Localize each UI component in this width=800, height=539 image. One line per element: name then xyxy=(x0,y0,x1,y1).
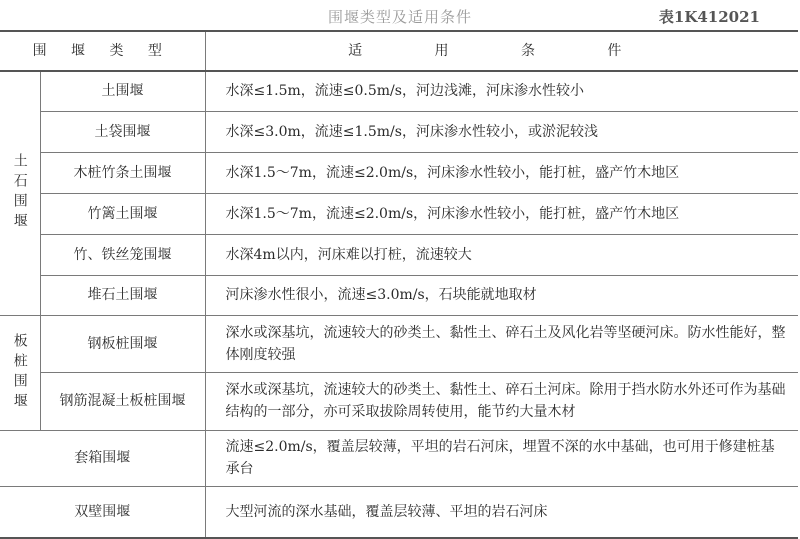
application-condition: 水深4m以内，河床难以打桩，流速较大 xyxy=(205,234,798,275)
application-condition: 流速≤2.0m/s，覆盖层较薄，平坦的岩石河床，埋置不深的水中基础，也可用于修建桩基承台 xyxy=(205,430,798,486)
table-row xyxy=(0,71,798,111)
application-condition: 水深≤1.5m，流速≤0.5m/s，河边浅滩，河床渗水性较小 xyxy=(205,71,798,111)
cofferdam-table xyxy=(0,30,798,539)
table-row xyxy=(0,152,798,193)
group-label-earth-rock: 土石围堰 xyxy=(0,71,40,315)
table-caption xyxy=(0,0,800,30)
table-row xyxy=(0,372,798,430)
header-condition: 适 用 条 件 xyxy=(205,31,798,71)
cofferdam-type: 竹、铁丝笼围堰 xyxy=(40,234,205,275)
cofferdam-type: 钢板桩围堰 xyxy=(40,315,205,372)
application-condition: 水深≤3.0m，流速≤1.5m/s，河床渗水性较小，或淤泥较浅 xyxy=(205,111,798,152)
cofferdam-type: 土围堰 xyxy=(40,71,205,111)
cofferdam-type: 土袋围堰 xyxy=(40,111,205,152)
table-row xyxy=(0,486,798,538)
table-row xyxy=(0,193,798,234)
table-row xyxy=(0,234,798,275)
table-row xyxy=(0,430,798,486)
cofferdam-type: 套箱围堰 xyxy=(0,430,205,486)
table-header-row xyxy=(0,31,798,71)
table-row xyxy=(0,111,798,152)
table-title: 围堰类型及适用条件 xyxy=(327,8,472,26)
application-condition: 大型河流的深水基础，覆盖层较薄、平坦的岩石河床 xyxy=(205,486,798,538)
application-condition: 深水或深基坑，流速较大的砂类土、黏性土、碎石土河床。除用于挡水防水外还可作为基础结构的一部分，亦可采取拔除周转使用，能节约大量木材 xyxy=(205,372,798,430)
table-number: 表1K412021 xyxy=(658,8,760,26)
application-condition: 河床渗水性很小，流速≤3.0m/s，石块能就地取材 xyxy=(205,275,798,315)
application-condition: 水深1.5～7m，流速≤2.0m/s，河床渗水性较小，能打桩，盛产竹木地区 xyxy=(205,152,798,193)
cofferdam-type: 双壁围堰 xyxy=(0,486,205,538)
header-type: 围 堰 类 型 xyxy=(0,31,205,71)
table-row xyxy=(0,315,798,372)
cofferdam-type: 木桩竹条土围堰 xyxy=(40,152,205,193)
application-condition: 深水或深基坑，流速较大的砂类土、黏性土、碎石土及风化岩等坚硬河床。防水性能好，整体刚度较强 xyxy=(205,315,798,372)
cofferdam-type: 钢筋混凝土板桩围堰 xyxy=(40,372,205,430)
table-row xyxy=(0,275,798,315)
cofferdam-type: 堆石土围堰 xyxy=(40,275,205,315)
group-label-sheet-pile: 板桩围堰 xyxy=(0,315,40,430)
application-condition: 水深1.5～7m，流速≤2.0m/s，河床渗水性较小，能打桩，盛产竹木地区 xyxy=(205,193,798,234)
cofferdam-type: 竹篱土围堰 xyxy=(40,193,205,234)
